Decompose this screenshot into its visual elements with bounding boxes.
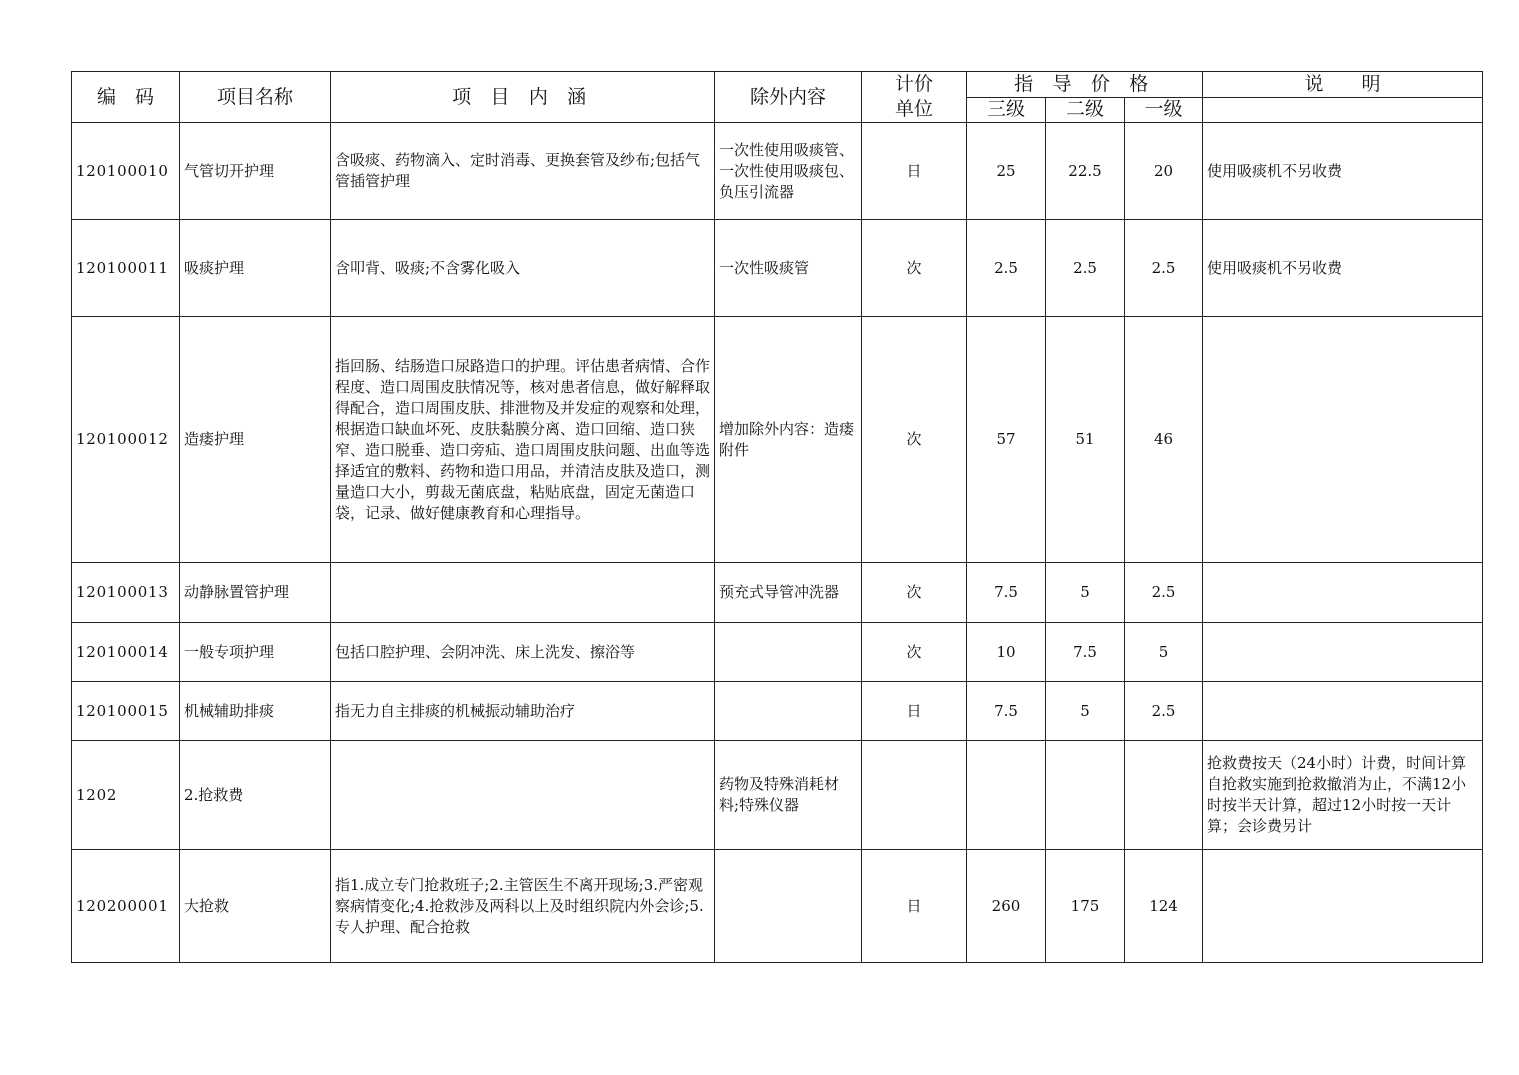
cell-code: 120100011 [72,220,180,317]
cell-unit: 次 [862,220,967,317]
header-price-group: 指 导 价 格 [967,72,1203,98]
cell-code: 120100012 [72,317,180,563]
cell-exclusions: 一次性使用吸痰管、一次性使用吸痰包、负压引流器 [715,123,862,220]
cell-exclusions: 药物及特殊消耗材料;特殊仪器 [715,741,862,850]
header-code: 编 码 [72,72,180,123]
cell-price-level2 [1046,741,1125,850]
cell-name: 机械辅助排痰 [180,682,331,741]
cell-unit: 日 [862,123,967,220]
header-name: 项目名称 [180,72,331,123]
header-row-1 [72,72,1483,98]
cell-name: 2.抢救费 [180,741,331,850]
cell-remarks: 抢救费按天（24小时）计费，时间计算自抢救实施到抢救撤消为止，不满12小时按半天计算，超过12小时按一天计算；会诊费另计 [1203,741,1483,850]
cell-price-level2: 51 [1046,317,1125,563]
cell-remarks [1203,317,1483,563]
cell-name: 大抢救 [180,850,331,963]
cell-code: 120100014 [72,623,180,682]
table-row [72,220,1483,317]
header-content: 项 目 内 涵 [331,72,715,123]
cell-price-level3 [967,741,1046,850]
cell-unit: 次 [862,317,967,563]
cell-price-level1: 2.5 [1125,563,1203,623]
cell-price-level2: 175 [1046,850,1125,963]
table-row [72,741,1483,850]
header-level2: 二级 [1046,97,1125,123]
cell-remarks: 使用吸痰机不另收费 [1203,123,1483,220]
cell-code: 120200001 [72,850,180,963]
cell-unit: 次 [862,623,967,682]
cell-name: 气管切开护理 [180,123,331,220]
cell-code: 120100013 [72,563,180,623]
cell-price-level1 [1125,741,1203,850]
cell-content: 指回肠、结肠造口尿路造口的护理。评估患者病情、合作程度、造口周围皮肤情况等，核对患者信息，做好解释取得配合，造口周围皮肤、排泄物及并发症的观察和处理，根据造口缺血坏死、皮肤黏膜分离、造口回缩、造口狭窄、造口脱垂、造口旁疝、造口周围皮肤问题、出血等选择适宜的敷料、药物和造口用品，并清洁皮肤及造口，测量造口大小，剪裁无菌底盘，粘贴底盘，固定无菌造口袋，记录、做好健康教育和心理指导。 [331,317,715,563]
cell-remarks [1203,682,1483,741]
cell-price-level3: 2.5 [967,220,1046,317]
cell-price-level1: 124 [1125,850,1203,963]
header-exclusions: 除外内容 [715,72,862,123]
table-row [72,317,1483,563]
cell-content: 含吸痰、药物滴入、定时消毒、更换套管及纱布;包括气管插管护理 [331,123,715,220]
price-table [71,71,1483,963]
cell-price-level3: 25 [967,123,1046,220]
cell-price-level2: 7.5 [1046,623,1125,682]
cell-exclusions [715,850,862,963]
table-row [72,563,1483,623]
cell-remarks [1203,850,1483,963]
cell-exclusions [715,623,862,682]
cell-content: 指无力自主排痰的机械振动辅助治疗 [331,682,715,741]
cell-exclusions: 预充式导管冲洗器 [715,563,862,623]
cell-code: 1202 [72,741,180,850]
cell-unit: 日 [862,682,967,741]
cell-name: 动静脉置管护理 [180,563,331,623]
cell-exclusions: 增加除外内容：造瘘附件 [715,317,862,563]
header-level3: 三级 [967,97,1046,123]
cell-price-level2: 22.5 [1046,123,1125,220]
cell-exclusions: 一次性吸痰管 [715,220,862,317]
cell-unit: 日 [862,850,967,963]
cell-price-level3: 57 [967,317,1046,563]
header-unit: 计价 单位 [862,72,967,123]
cell-unit: 次 [862,563,967,623]
cell-price-level3: 7.5 [967,682,1046,741]
cell-name: 一般专项护理 [180,623,331,682]
cell-price-level1: 46 [1125,317,1203,563]
cell-price-level2: 5 [1046,563,1125,623]
header-remarks: 说 明 [1203,72,1483,98]
cell-content: 包括口腔护理、会阴冲洗、床上洗发、擦浴等 [331,623,715,682]
cell-code: 120100015 [72,682,180,741]
table-row [72,682,1483,741]
table-row [72,123,1483,220]
header-level1: 一级 [1125,97,1203,123]
table-row [72,623,1483,682]
cell-price-level1: 20 [1125,123,1203,220]
cell-unit [862,741,967,850]
cell-content [331,741,715,850]
header-remarks-blank [1203,97,1483,123]
cell-price-level3: 7.5 [967,563,1046,623]
cell-name: 造瘘护理 [180,317,331,563]
cell-price-level1: 2.5 [1125,220,1203,317]
cell-remarks: 使用吸痰机不另收费 [1203,220,1483,317]
cell-name: 吸痰护理 [180,220,331,317]
cell-code: 120100010 [72,123,180,220]
cell-price-level3: 260 [967,850,1046,963]
cell-content: 含叩背、吸痰;不含雾化吸入 [331,220,715,317]
cell-content: 指1.成立专门抢救班子;2.主管医生不离开现场;3.严密观察病情变化;4.抢救涉及两科以上及时组织院内外会诊;5.专人护理、配合抢救 [331,850,715,963]
cell-remarks [1203,623,1483,682]
cell-price-level2: 5 [1046,682,1125,741]
cell-content [331,563,715,623]
table-row [72,850,1483,963]
cell-price-level2: 2.5 [1046,220,1125,317]
cell-exclusions [715,682,862,741]
cell-price-level1: 2.5 [1125,682,1203,741]
cell-price-level1: 5 [1125,623,1203,682]
cell-remarks [1203,563,1483,623]
cell-price-level3: 10 [967,623,1046,682]
